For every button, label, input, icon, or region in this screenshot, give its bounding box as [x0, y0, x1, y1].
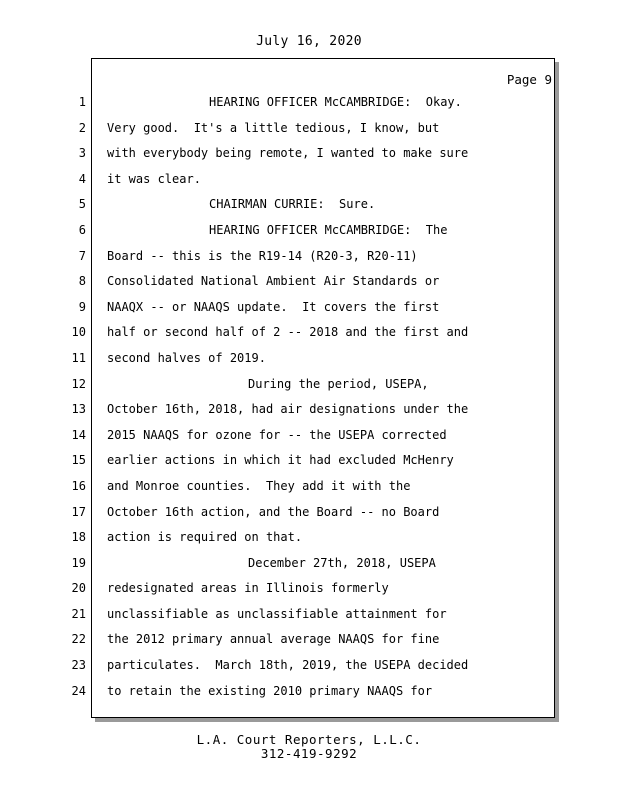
- line-number: 6: [78, 222, 86, 237]
- line-number: 14: [71, 427, 86, 442]
- transcript-line-2: [0, 116, 618, 142]
- transcript-line-13: [0, 397, 618, 423]
- line-text: unclassifiable as unclassifiable attainment for: [107, 606, 447, 621]
- transcript-line-1: [0, 90, 618, 116]
- transcript-line-5: [0, 192, 618, 218]
- line-text: October 16th, 2018, had air designations under the: [107, 402, 469, 417]
- line-number: 13: [71, 402, 86, 417]
- footer: [0, 733, 618, 761]
- reporter-company: L.A. Court Reporters, L.L.C.: [196, 732, 422, 747]
- line-number: 16: [71, 478, 86, 493]
- line-number: 4: [78, 171, 86, 186]
- transcript-line-7: [0, 244, 618, 270]
- line-text: October 16th action, and the Board -- no Board: [107, 504, 440, 519]
- line-text: and Monroe counties. They add it with the: [107, 478, 411, 493]
- transcript-line-18: [0, 525, 618, 551]
- transcript-date: July 16, 2020: [256, 34, 362, 49]
- line-text: Board -- this is the R19-14 (R20-3, R20-11): [107, 248, 418, 263]
- line-number: 23: [71, 658, 86, 673]
- transcript-line-3: [0, 141, 618, 167]
- transcript-line-21: [0, 602, 618, 628]
- transcript-line-11: [0, 346, 618, 372]
- transcript-line-20: [0, 576, 618, 602]
- line-text: with everybody being remote, I wanted to make sure: [107, 146, 469, 161]
- line-number: 21: [71, 606, 86, 621]
- line-number: 3: [78, 146, 86, 161]
- line-text: the 2012 primary annual average NAAQS for fine: [107, 632, 440, 647]
- line-text: 2015 NAAQS for ozone for -- the USEPA corrected: [107, 427, 447, 442]
- line-number: 17: [71, 504, 86, 519]
- transcript-line-22: [0, 627, 618, 653]
- line-number: 8: [78, 274, 86, 289]
- line-number: 24: [71, 683, 86, 698]
- line-number: 1: [78, 95, 86, 109]
- line-text: Consolidated National Ambient Air Standards or: [107, 274, 440, 289]
- line-number: 5: [78, 197, 86, 212]
- transcript-line-4: [0, 167, 618, 193]
- line-text: earlier actions in which it had excluded McHenry: [107, 453, 454, 468]
- transcript-line-9: [0, 295, 618, 321]
- line-text: second halves of 2019.: [107, 350, 266, 365]
- line-number: 2: [78, 120, 86, 135]
- transcript-lines: [0, 90, 618, 704]
- line-number: 7: [78, 248, 86, 263]
- line-number: 10: [71, 325, 86, 340]
- line-number: 20: [71, 581, 86, 596]
- line-number: 15: [71, 453, 86, 468]
- line-text: particulates. March 18th, 2019, the USEPA decided: [107, 658, 469, 673]
- line-number: 22: [71, 632, 86, 647]
- transcript-line-6: [0, 218, 618, 244]
- line-text: it was clear.: [107, 171, 201, 186]
- line-number: 19: [71, 555, 86, 570]
- transcript-line-10: [0, 320, 618, 346]
- reporter-phone: 312-419-9292: [260, 746, 358, 761]
- transcript-line-16: [0, 474, 618, 500]
- line-text: action is required on that.: [107, 530, 303, 545]
- line-text: NAAQX -- or NAAQS update. It covers the first: [107, 299, 440, 314]
- line-number: 9: [78, 299, 86, 314]
- line-text: to retain the existing 2010 primary NAAQS for: [107, 683, 433, 698]
- line-text: CHAIRMAN CURRIE: Sure.: [209, 197, 376, 212]
- line-text: half or second half of 2 -- 2018 and the first and: [107, 325, 469, 340]
- line-text: December 27th, 2018, USEPA: [248, 555, 436, 570]
- page-number: Page 9: [506, 72, 552, 87]
- transcript-line-19: [0, 551, 618, 577]
- line-text: During the period, USEPA,: [248, 376, 429, 391]
- line-text: HEARING OFFICER McCAMBRIDGE: Okay.: [209, 95, 462, 109]
- line-number: 18: [71, 530, 86, 545]
- transcript-line-24: [0, 679, 618, 705]
- transcript-line-15: [0, 448, 618, 474]
- transcript-line-12: [0, 372, 618, 398]
- line-number: 12: [71, 376, 86, 391]
- transcript-line-17: [0, 500, 618, 526]
- transcript-line-14: [0, 423, 618, 449]
- line-number: 11: [71, 350, 86, 365]
- line-text: Very good. It's a little tedious, I know, but: [107, 120, 440, 135]
- line-text: HEARING OFFICER McCAMBRIDGE: The: [209, 222, 448, 237]
- transcript-line-8: [0, 269, 618, 295]
- line-text: redesignated areas in Illinois formerly: [107, 581, 389, 596]
- transcript-line-23: [0, 653, 618, 679]
